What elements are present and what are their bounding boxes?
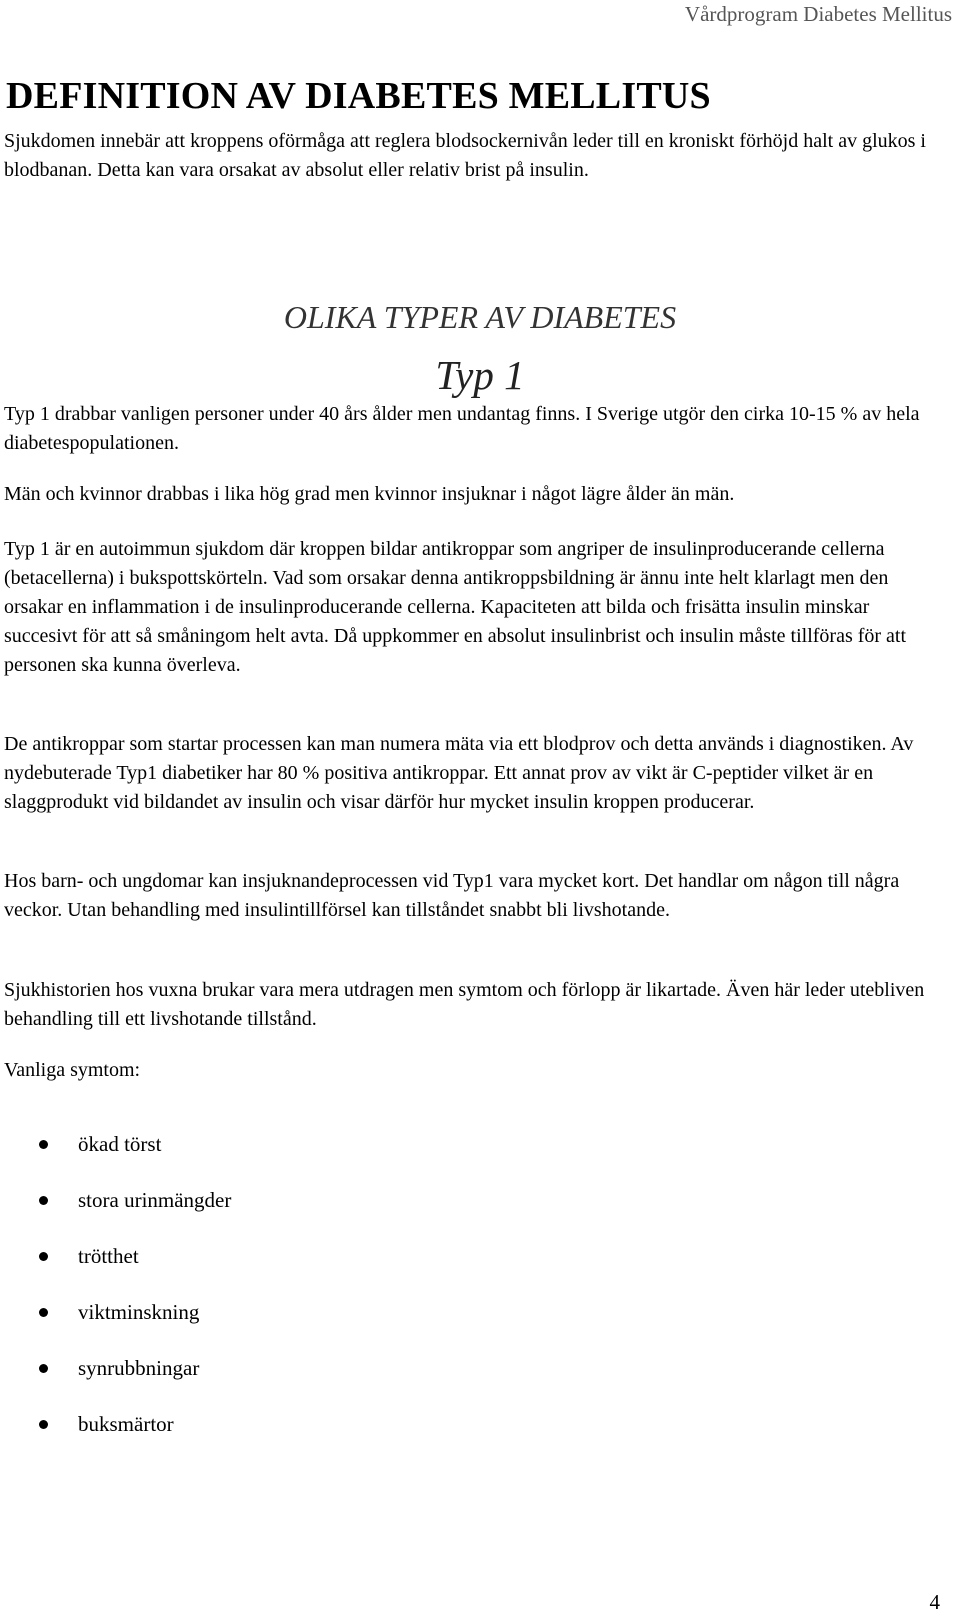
list-item	[0, 1410, 600, 1466]
paragraph-adults: Sjukhistorien hos vuxna brukar vara mera utdragen men symtom och förlopp är likartade. Även här leder utebliven behandling till ett livshotande tillstånd.	[4, 979, 925, 1030]
paragraph-children: Hos barn- och ungdomar kan insjuknandeprocessen vid Typ1 vara mycket kort. Det handlar om någon till några veckor. Utan behandling med insulintillförsel kan tillståndet snabbt bli livshotande.	[4, 870, 900, 921]
symptom-label: trötthet	[78, 1244, 139, 1268]
running-header: Vårdprogram Diabetes Mellitus	[684, 2, 952, 26]
list-item	[0, 1186, 600, 1242]
bullet-icon	[39, 1420, 48, 1429]
page-number: 4	[929, 1590, 940, 1614]
symptom-label: synrubbningar	[78, 1356, 200, 1380]
paragraph-prevalence: Typ 1 drabbar vanligen personer under 40 års ålder men undantag finns. I Sverige utgör den cirka 10-15 % av hela diabetespopulationen.	[4, 403, 920, 454]
bullet-icon	[39, 1140, 48, 1149]
list-item	[0, 1242, 600, 1298]
definition-paragraph: Sjukdomen innebär att kroppens oförmåga att reglera blodsockernivån leder till en kroniskt förhöjd halt av glukos i blodbanan. Detta kan vara orsakat av absolut eller relativ brist på insulin.	[4, 130, 926, 181]
section-heading: OLIKA TYPER AV DIABETES	[283, 299, 677, 335]
document-title: DEFINITION AV DIABETES MELLITUS	[6, 75, 711, 117]
list-item	[0, 1298, 600, 1354]
paragraph-gender: Män och kvinnor drabbas i lika hög grad men kvinnor insjuknar i något lägre ålder än män.	[4, 483, 735, 505]
paragraph-antibodies: De antikroppar som startar processen kan man numera mäta via ett blodprov och detta används i diagnostiken. Av nydebuterade Typ1 diabetiker har 80 % positiva antikroppar. Ett annat prov av vikt är C-peptider vilket är en slaggprodukt vid bildandet av insulin och visar därför hur mycket insulin kroppen producerar.	[4, 733, 914, 813]
symptom-label: ökad törst	[78, 1132, 162, 1156]
symptom-label: stora urinmängder	[78, 1188, 232, 1212]
bullet-icon	[39, 1196, 48, 1205]
list-item	[0, 1354, 600, 1410]
symptoms-label: Vanliga symtom:	[4, 1059, 141, 1081]
bullet-icon	[39, 1364, 48, 1373]
symptom-list	[0, 1130, 600, 1466]
list-item	[0, 1130, 600, 1186]
bullet-icon	[39, 1308, 48, 1317]
paragraph-autoimmune: Typ 1 är en autoimmun sjukdom där kroppen bildar antikroppar som angriper de insulinproducerande cellerna (betacellerna) i bukspottskörteln. Vad som orsakar denna antikroppsbildning är ännu inte helt klarlagt men den orsakar en inflammation i de insulinproducerande cellerna. Kapaciteten att bilda och frisätta insulin minskar succesivt för att så småningom helt avta. Då uppkommer en absolut insulinbrist och insulin måste tillföras för att personen ska kunna överleva.	[4, 538, 907, 676]
bullet-icon	[39, 1252, 48, 1261]
symptom-label: buksmärtor	[78, 1412, 174, 1436]
symptom-label: viktminskning	[78, 1300, 200, 1324]
subsection-heading: Typ 1	[435, 352, 525, 398]
